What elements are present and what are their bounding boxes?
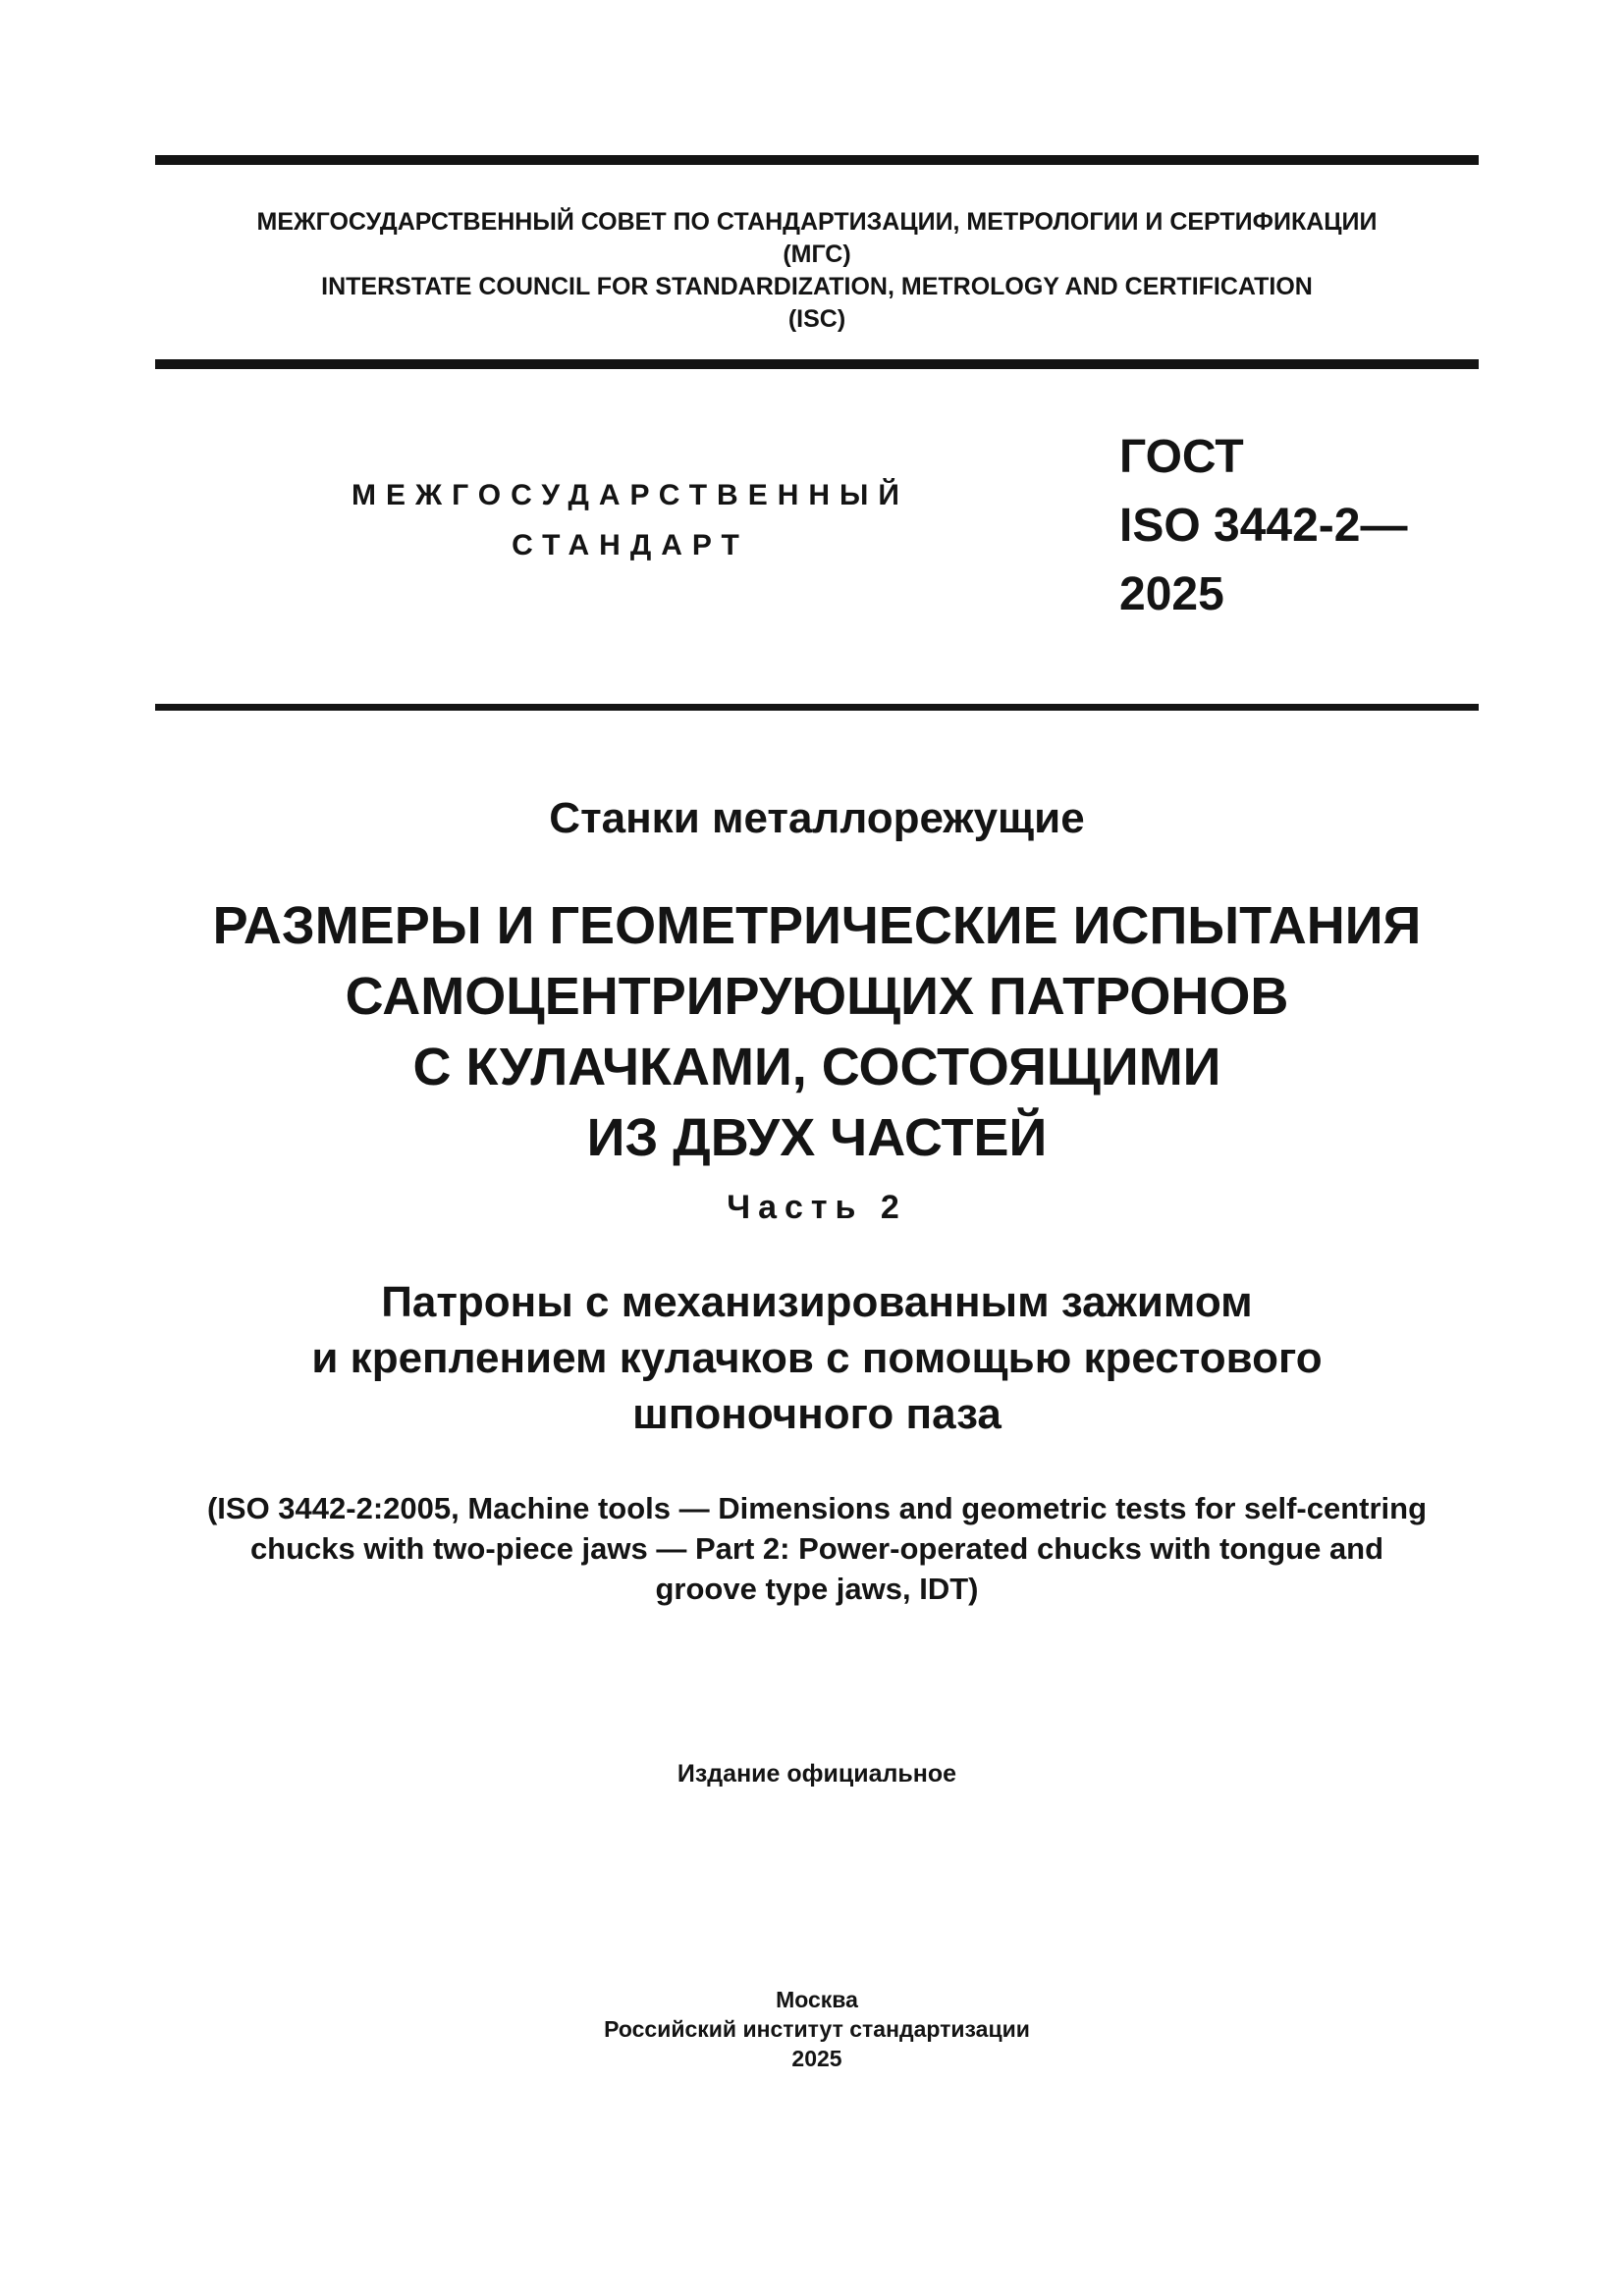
designation-line2: ISO 3442-2— — [1119, 500, 1408, 552]
top-rule — [155, 155, 1479, 165]
part-label: Часть 2 — [727, 1189, 907, 1226]
document-subtitle: Станки металлорежущие — [549, 794, 1085, 842]
title-line: РАЗМЕРЫ И ГЕОМЕТРИЧЕСКИЕ ИСПЫТАНИЯ — [212, 896, 1422, 955]
part-title-line: и креплением кулачков с помощью крестового — [311, 1334, 1323, 1382]
title-line: С КУЛАЧКАМИ, СОСТОЯЩИМИ — [412, 1038, 1221, 1096]
imprint-city: Москва — [776, 1987, 858, 2012]
international-reference — [118, 1488, 1516, 1609]
title-line: ИЗ ДВУХ ЧАСТЕЙ — [586, 1108, 1048, 1167]
imprint-year: 2025 — [791, 2046, 842, 2071]
designation-rule — [155, 704, 1479, 711]
standard-type-line1: МЕЖГОСУДАРСТВЕННЫЙ — [352, 479, 909, 511]
council-abbr-en: (ISC) — [787, 305, 846, 333]
designation-line3: 2025 — [1119, 568, 1224, 620]
council-abbr-ru: (МГС) — [783, 240, 851, 268]
document-title — [118, 890, 1516, 1173]
council-name-en: INTERSTATE COUNCIL FOR STANDARDIZATION, METROLOGY AND CERTIFICATION — [321, 273, 1313, 300]
part-title-line: шпоночного паза — [632, 1390, 1001, 1438]
council-header — [155, 206, 1479, 336]
designation-line1: ГОСТ — [1119, 431, 1244, 483]
imprint-publisher: Российский институт стандартизации — [604, 2016, 1030, 2042]
standard-type-line2: СТАНДАРТ — [512, 529, 749, 561]
standard-designation — [1119, 423, 1407, 629]
part-title-line: Патроны с механизированным зажимом — [381, 1278, 1253, 1326]
reference-line: (ISO 3442-2:2005, Machine tools — Dimensions and geometric tests for self-centring — [206, 1491, 1428, 1525]
reference-line: chucks with two-piece jaws — Part 2: Power-operated chucks with tongue and — [249, 1531, 1384, 1566]
part-title — [118, 1274, 1516, 1442]
imprint — [118, 1985, 1516, 2073]
title-line: САМОЦЕНТРИРУЮЩИХ ПАТРОНОВ — [345, 967, 1289, 1026]
reference-line: groove type jaws, IDT) — [655, 1572, 979, 1606]
council-rule — [155, 359, 1479, 369]
edition-note: Издание официальное — [677, 1760, 957, 1788]
council-name-ru: МЕЖГОСУДАРСТВЕННЫЙ СОВЕТ ПО СТАНДАРТИЗАЦИИ, МЕТРОЛОГИИ И СЕРТИФИКАЦИИ — [256, 208, 1378, 236]
